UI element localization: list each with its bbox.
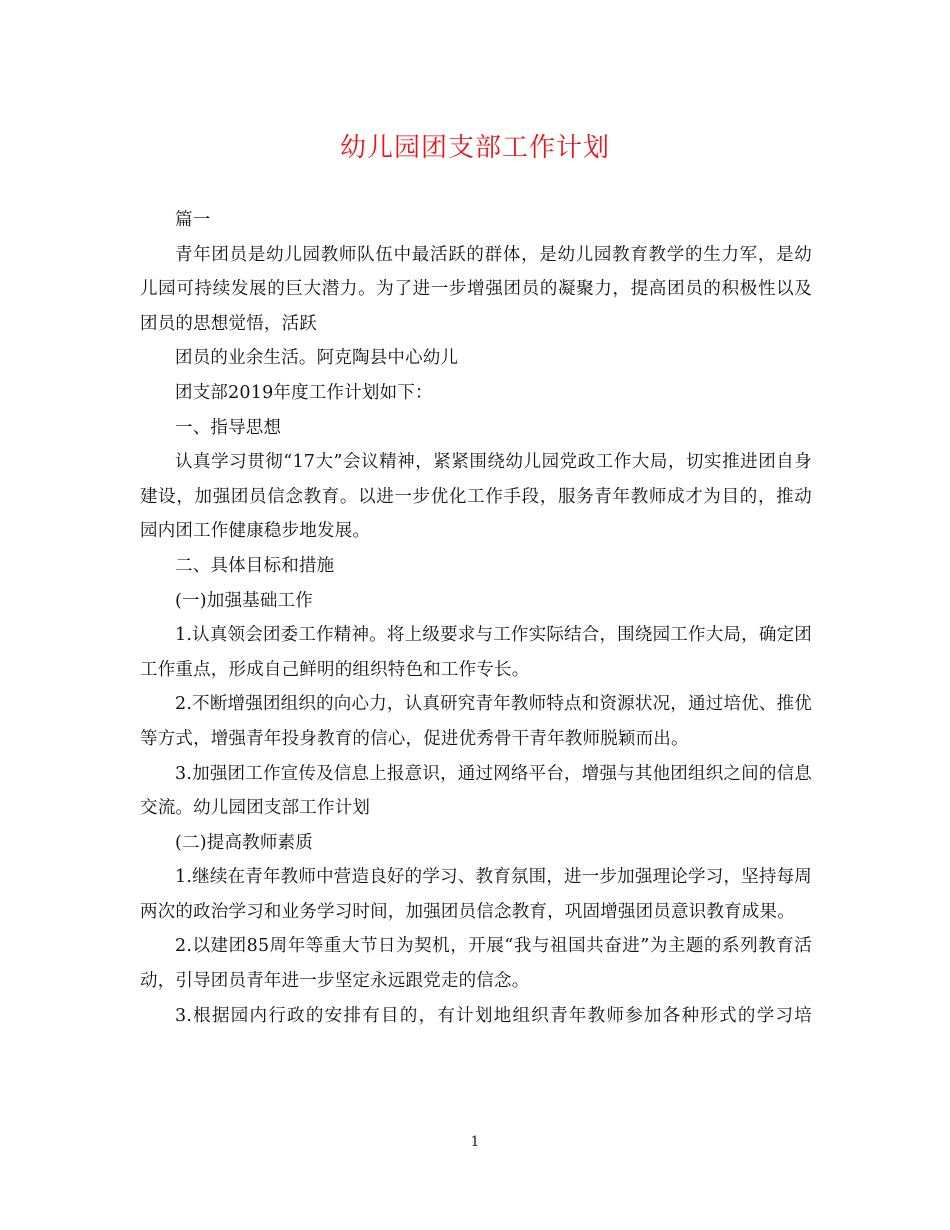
guiding-thought-paragraph: 认真学习贯彻“17大”会议精神，紧紧围绕幼儿园党政工作大局，切实推进团自身建设，加强团员信念教育。以进一步优化工作手段，服务青年教师成才为目的，推动园内团工作健康稳步地发展。: [140, 452, 812, 542]
heading-goals-and-measures: 二、具体目标和措施: [175, 555, 335, 576]
subheading-improve-teacher-quality: (二)提高教师素质: [175, 832, 313, 853]
document-body: [140, 203, 812, 1033]
document-title: 幼儿园团支部工作计划: [339, 133, 610, 163]
quality-item-3: 3.根据园内行政的安排有目的，有计划地组织青年教师参加各种形式的学习培: [175, 1005, 812, 1026]
basics-item-3: 3.加强团工作宣传及信息上报意识，通过网络平台，增强与其他团组织之间的信息交流。幼儿园团支部工作计划: [140, 763, 812, 819]
quality-item-1: 1.继续在青年教师中营造良好的学习、教育氛围，进一步加强理论学习，坚持每周两次的政治学习和业务学习时间，加强团员信念教育，巩固增强团员意识教育成果。: [140, 867, 812, 922]
section-label-pian-yi: 篇一: [175, 210, 211, 230]
intro-continuation: 团员的业余生活。阿克陶县中心幼儿: [175, 348, 459, 369]
plan-intro-line: 团支部2019年度工作计划如下：: [175, 382, 433, 403]
quality-item-2: 2.以建团85周年等重大节日为契机，开展“我与祖国共奋进”为主题的系列教育活动，引导团员青年进一步坚定永远跟党走的信念。: [140, 936, 812, 992]
intro-paragraph: 青年团员是幼儿园教师队伍中最活跃的群体，是幼儿园教育教学的生力军，是幼儿园可持续发展的巨大潜力。为了进一步增强团员的凝聚力，提高团员的积极性以及团员的思想觉悟，活跃: [140, 244, 812, 334]
heading-guiding-thought: 一、指导思想: [175, 417, 282, 438]
page-number: 1: [470, 1134, 480, 1150]
basics-item-1: 1.认真领会团委工作精神。将上级要求与工作实际结合，围绕园工作大局，确定团工作重点，形成自己鲜明的组织特色和工作专长。: [140, 625, 812, 680]
subheading-strengthen-basics: (一)加强基础工作: [175, 590, 313, 611]
basics-item-2: 2.不断增强团组织的向心力，认真研究青年教师特点和资源状况，通过培优、推优等方式，增强青年投身教育的信心，促进优秀骨干青年教师脱颖而出。: [140, 694, 812, 749]
